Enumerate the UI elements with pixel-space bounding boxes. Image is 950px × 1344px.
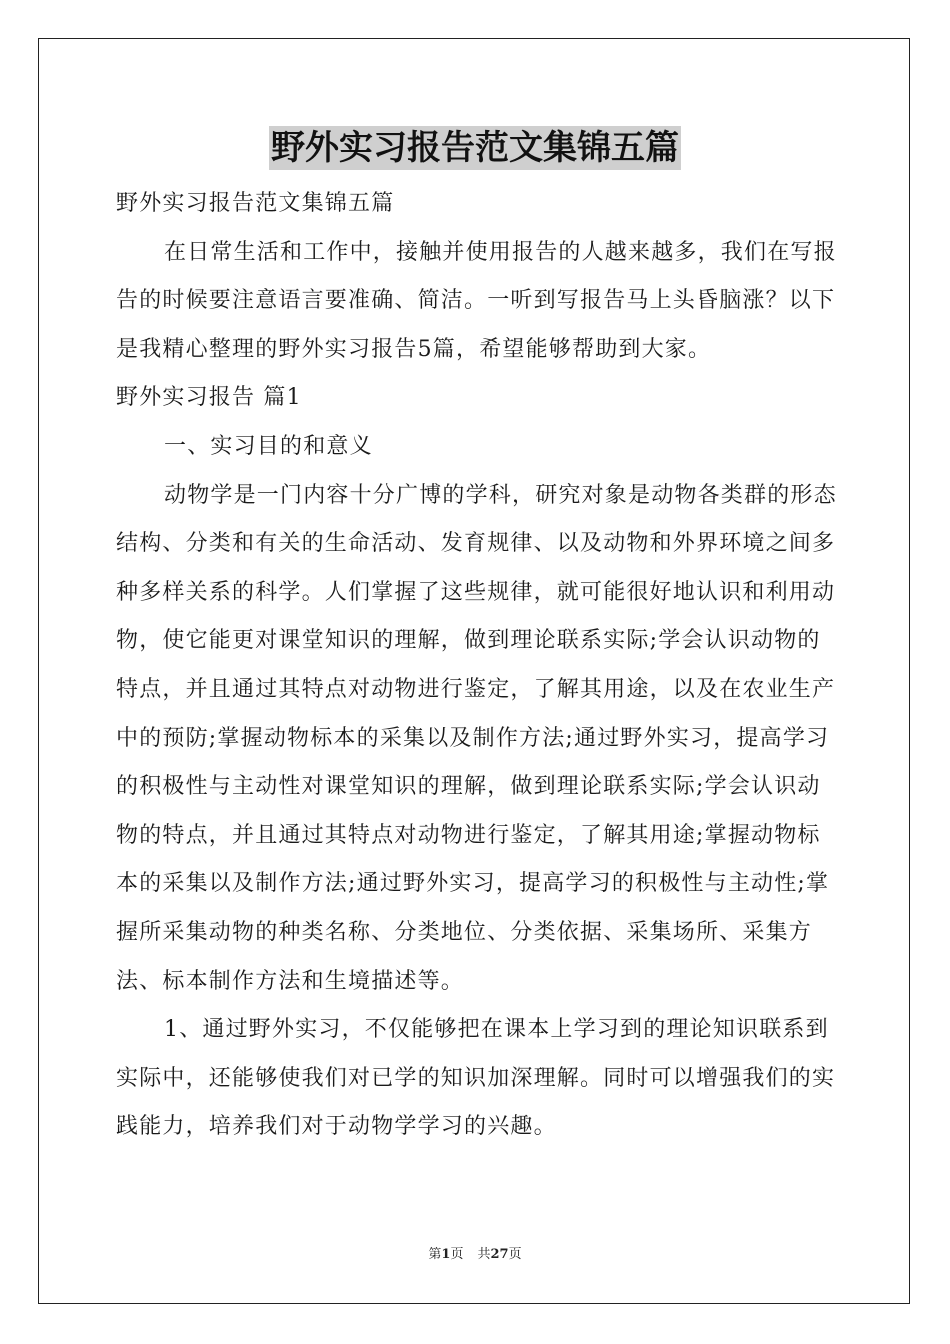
title-container: [0, 126, 950, 170]
subsection-heading: 一、实习目的和意义: [164, 433, 373, 459]
subtitle-paragraph: 野外实习报告范文集锦五篇: [116, 191, 395, 216]
total-pages: 27: [490, 1247, 509, 1262]
section-heading: 野外实习报告 篇1: [116, 385, 302, 411]
page-suffix: 页: [450, 1247, 464, 1262]
page-prefix: 第: [428, 1247, 442, 1262]
body-paragraph: 动物学是一门内容十分广博的学科，研究对象是动物各类群的形态结构、分类和有关的生命活动、发育规律、以及动物和外界环境之间多种多样关系的科学。人们掌握了这些规律，就可能很好地认识和利用动物，使它能更对课堂知识的理解，做到理论联系实际;学会认识动物的特点，并且通过其特点对动物进行鉴定，了解其用途，以及在农业生产中的预防;掌握动物标本的采集以及制作方法;通过野外实习，提高学习的积极性与主动性对课堂知识的理解，做到理论联系实际;学会认识动物的特点，并且通过其特点对动物进行鉴定，了解其用途;掌握动物标本的采集以及制作方法;通过野外实习，提高学习的积极性与主动性;掌握所采集动物的种类名称、分类地位、分类依据、采集场所、采集方法、标本制作方法和生境描述等。: [116, 482, 837, 994]
intro-paragraph: 在日常生活和工作中，接触并使用报告的人越来越多，我们在写报告的时候要注意语言要准确、简洁。一听到写报告马上头昏脑涨？以下是我精心整理的野外实习报告5篇，希望能够帮助到大家。: [116, 239, 837, 362]
total-prefix: 共: [477, 1247, 491, 1262]
document-body: [116, 180, 840, 1152]
document-title: 野外实习报告范文集锦五篇: [271, 128, 679, 168]
page-footer: [0, 1246, 950, 1264]
body-paragraph: 1、通过野外实习，不仅能够把在课本上学习到的理论知识联系到实际中，还能够使我们对已学的知识加深理解。同时可以增强我们的实践能力，培养我们对于动物学学习的兴趣。: [116, 1017, 836, 1140]
page-number: 1: [441, 1247, 451, 1262]
total-suffix: 页: [508, 1247, 522, 1262]
